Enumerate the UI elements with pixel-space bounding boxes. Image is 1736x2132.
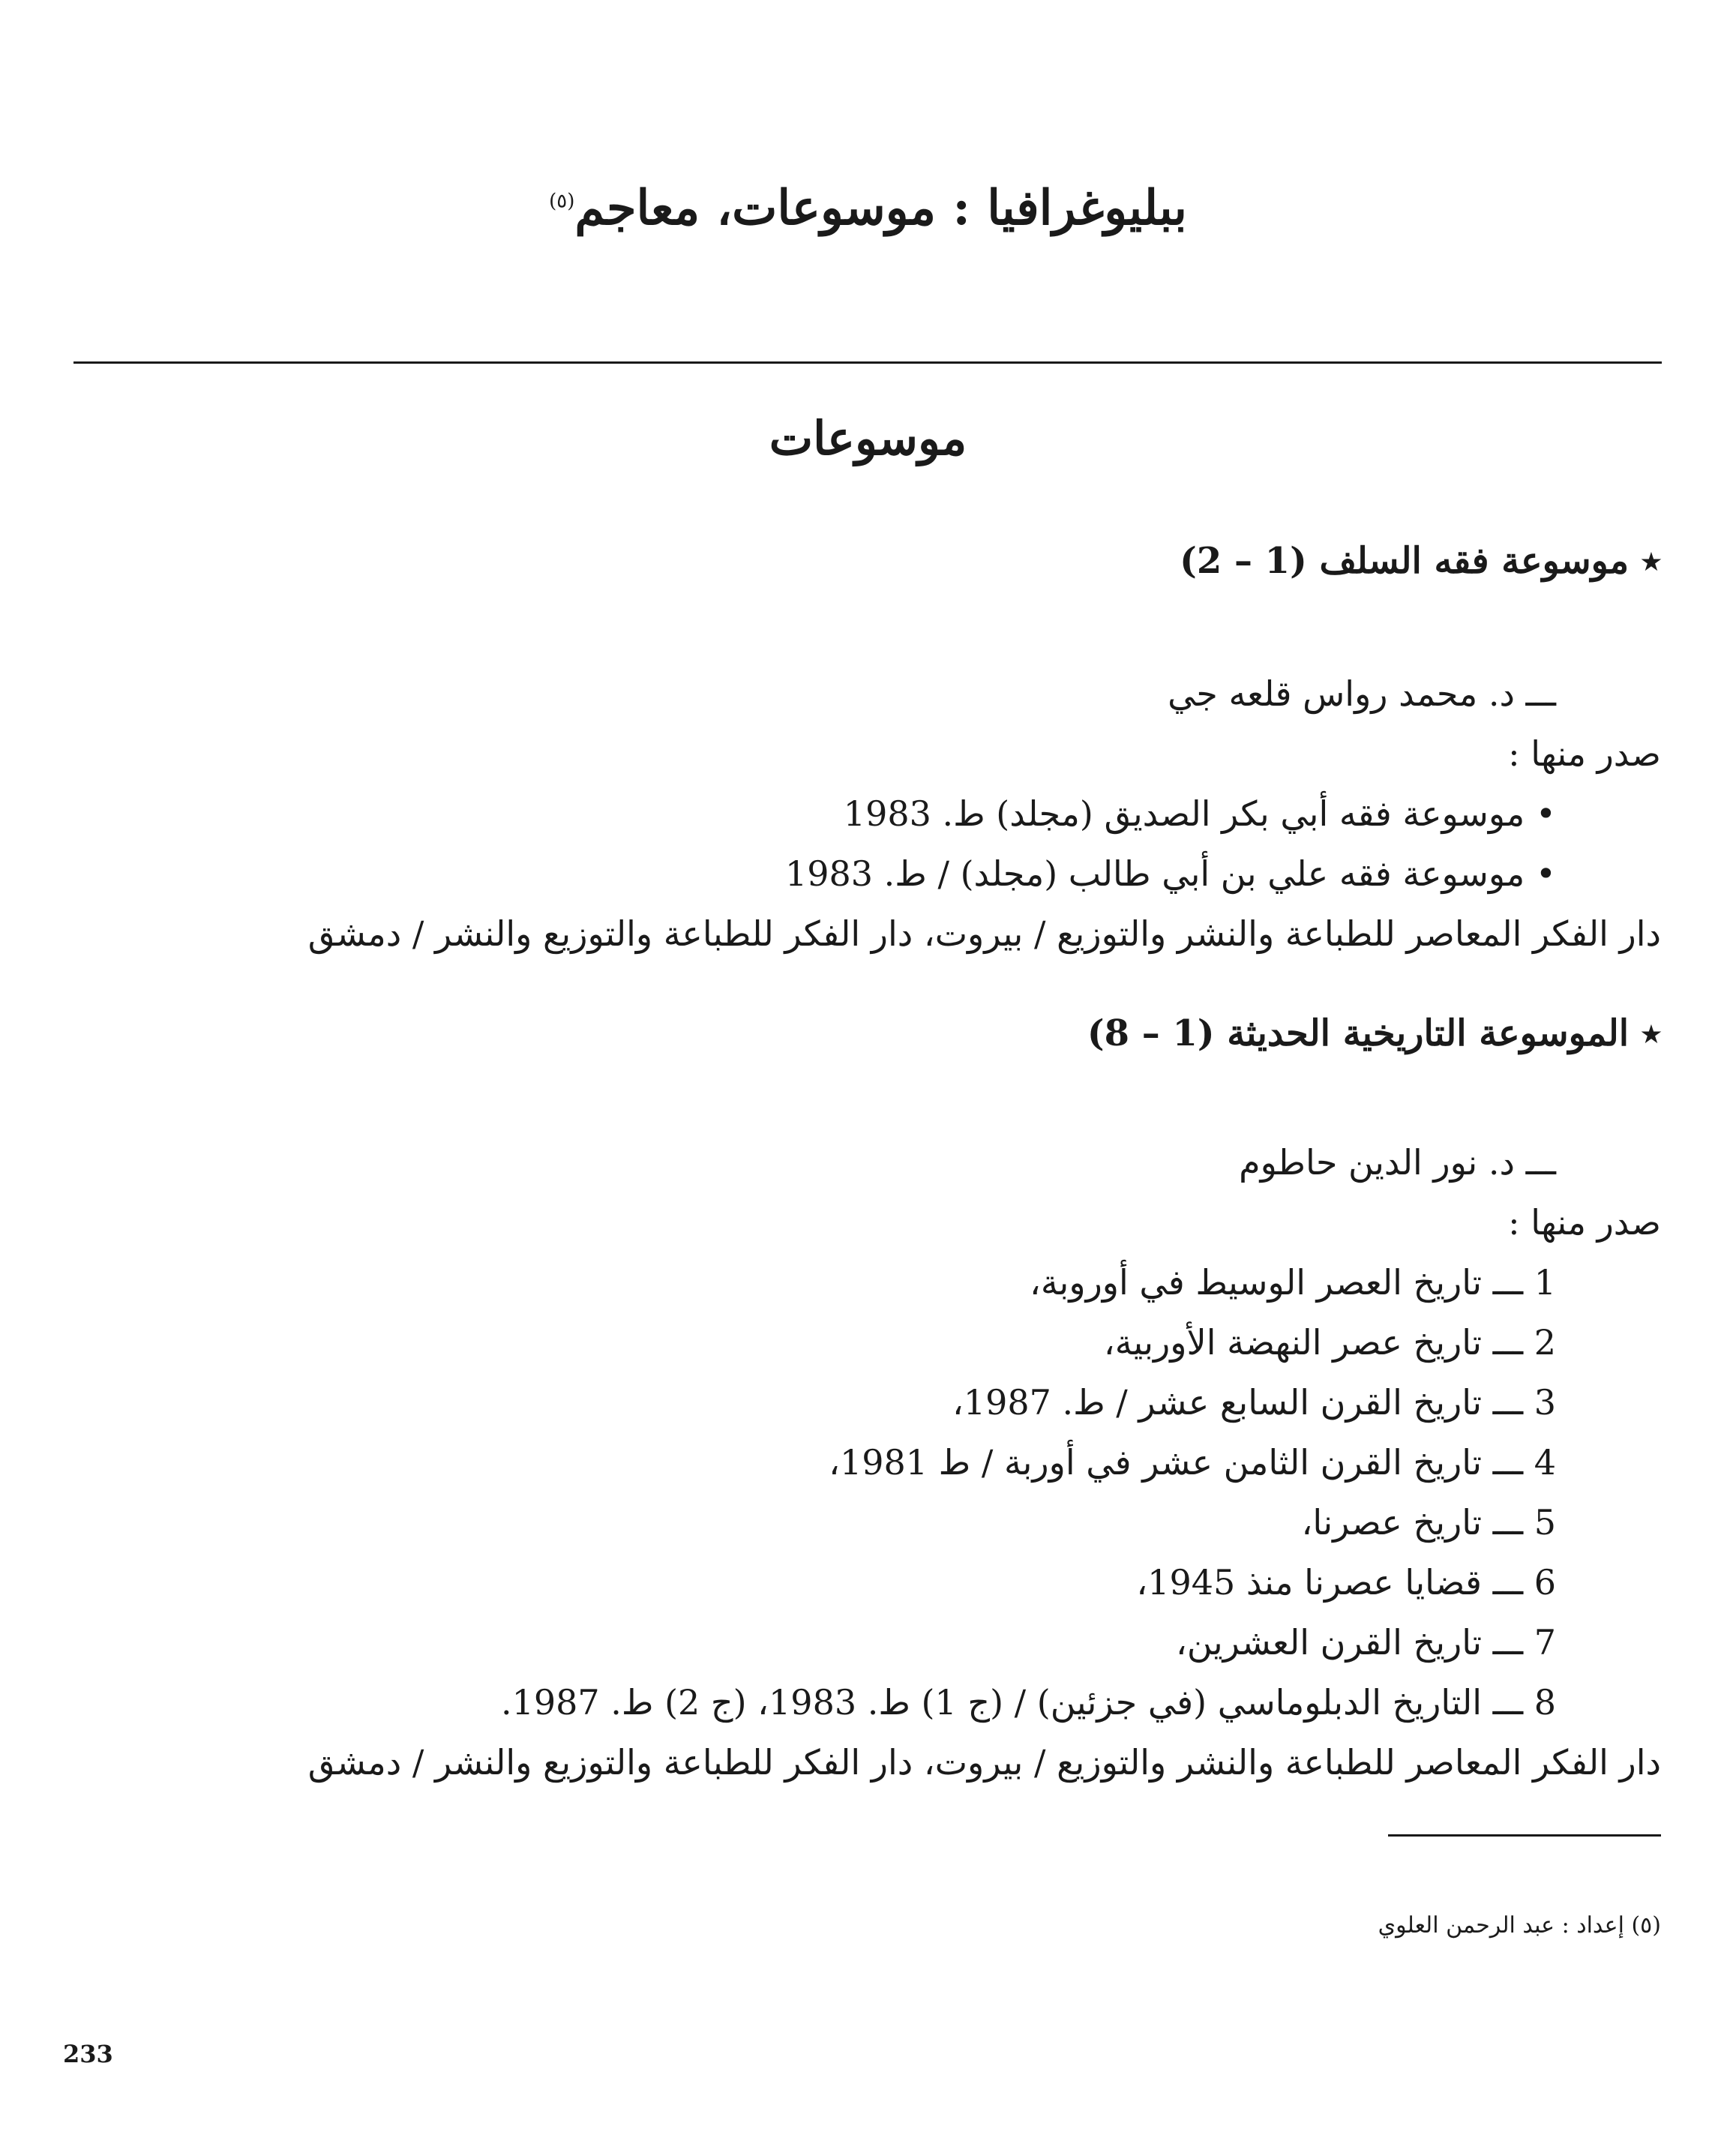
entry-title: ٭ الموسوعة التاريخية الحديثة (1 – 8)	[1087, 1012, 1661, 1054]
list-item: 7 ـــ تاريخ القرن العشرين،	[1175, 1622, 1556, 1663]
issued-label: صدر منها :	[1508, 1202, 1661, 1243]
list-item: 3 ـــ تاريخ القرن السابع عشر / ط. 1987،	[952, 1382, 1556, 1423]
list-item: 1 ـــ تاريخ العصر الوسيط في أوروبة،	[1030, 1262, 1556, 1303]
section-heading: موسوعات	[769, 411, 967, 466]
issued-label: صدر منها :	[1508, 733, 1661, 774]
page-title-text: ببليوغرافيا : موسوعات، معاجم	[574, 180, 1187, 236]
entry-author: ـــ د. محمد رواس قلعه جي	[1168, 673, 1556, 714]
footnote-divider	[1388, 1834, 1661, 1837]
list-item: • موسوعة فقه أبي بكر الصديق (مجلد) ط. 1983	[843, 793, 1556, 834]
footnote: (٥) إعداد : عبد الرحمن العلوي	[1378, 1912, 1661, 1939]
entry-2-body	[71, 1132, 1661, 1792]
entry-title: ٭ موسوعة فقه السلف (1 – 2)	[1180, 540, 1661, 582]
title-footnote-marker: (٥)	[549, 190, 575, 213]
list-item: 2 ـــ تاريخ عصر النهضة الأوربية،	[1103, 1322, 1556, 1363]
entry-1	[71, 540, 1661, 582]
entry-publisher: دار الفكر المعاصر للطباعة والنشر والتوزيع / بيروت، دار الفكر للطباعة والتوزيع والنشر / دمشق	[307, 1742, 1661, 1783]
entry-2	[71, 1012, 1661, 1054]
list-item: • موسوعة فقه علي بن أبي طالب (مجلد) / ط. 1983	[784, 853, 1556, 894]
list-item: 6 ـــ قضايا عصرنا منذ 1945،	[1136, 1562, 1556, 1603]
header-divider	[73, 361, 1662, 364]
entry-1-body	[71, 664, 1661, 964]
page-title	[0, 180, 1736, 236]
page-number: 233	[63, 2040, 113, 2068]
list-item: 8 ـــ التاريخ الدبلوماسي (في جزئين) / (ج 1) ط. 1983، (ج 2) ط. 1987.	[500, 1682, 1556, 1723]
list-item: 5 ـــ تاريخ عصرنا،	[1301, 1502, 1556, 1543]
list-item: 4 ـــ تاريخ القرن الثامن عشر في أوربة / ط 1981،	[829, 1442, 1556, 1483]
entry-publisher: دار الفكر المعاصر للطباعة والنشر والتوزيع / بيروت، دار الفكر للطباعة والتوزيع والنشر / دمشق	[307, 913, 1661, 954]
entry-author: ـــ د. نور الدين حاطوم	[1239, 1142, 1556, 1183]
